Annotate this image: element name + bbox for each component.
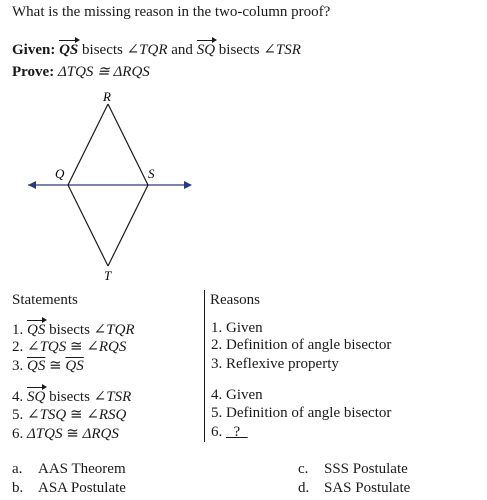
statement-2-number: 2. xyxy=(12,339,27,355)
question-text: What is the missing reason in the two-column proof? xyxy=(12,4,331,20)
statement-1-part-1: QS xyxy=(27,322,46,338)
prove-label: Prove: xyxy=(12,64,55,80)
vertex-label-q: Q xyxy=(55,166,65,181)
column-divider xyxy=(204,290,205,442)
choice-d-letter: d. xyxy=(298,480,310,496)
statement-4-part-2: bisects xyxy=(45,389,94,405)
choice-b[interactable] xyxy=(12,480,126,497)
statement-1-part-3: ∠TQR xyxy=(93,322,135,338)
given-text-2: and xyxy=(167,42,197,58)
prove-statement: ΔTQS ≅ ΔRQS xyxy=(57,64,150,80)
segment-rs xyxy=(108,104,148,185)
statement-1-number: 1. xyxy=(12,322,27,338)
reason-6-number: 6. xyxy=(211,424,226,440)
statement-2-part-3: ∠RQS xyxy=(86,339,127,355)
reason-3: 3. Reflexive property xyxy=(211,356,339,372)
statement-6-part-3: ΔRQS xyxy=(82,426,119,442)
choice-b-text: ASA Postulate xyxy=(38,480,126,496)
reason-2: 2. Definition of angle bisector xyxy=(211,337,392,353)
statement-3 xyxy=(12,356,84,375)
given-angle-tqr: ∠TQR xyxy=(126,42,168,58)
left-arrow-icon xyxy=(28,181,36,189)
statement-3-part-2: ≅ xyxy=(45,358,66,374)
choice-a-letter: a. xyxy=(12,461,23,477)
reason-5: 5. Definition of angle bisector xyxy=(211,405,392,421)
statement-5-part-1: ∠TSQ xyxy=(27,407,67,423)
given-angle-tsr: ∠TSR xyxy=(263,42,301,58)
statement-6-part-2: ≅ xyxy=(62,426,83,442)
statement-4-part-3: ∠TSR xyxy=(93,389,132,405)
given-ray-qs: QS xyxy=(59,42,79,58)
vertex-label-r: R xyxy=(103,89,111,104)
statements-header: Statements xyxy=(12,292,78,308)
segment-rq xyxy=(68,104,108,185)
statement-6-number: 6. xyxy=(12,426,27,442)
statement-5 xyxy=(12,405,126,424)
reasons-header: Reasons xyxy=(210,292,260,308)
given-text-3: bisects xyxy=(215,42,264,58)
statement-6 xyxy=(12,424,119,443)
given-text-1: bisects xyxy=(78,42,127,58)
segment-st xyxy=(108,185,148,266)
choice-d-text: SAS Postulate xyxy=(324,480,411,496)
statement-6-part-1: ΔTQS xyxy=(27,426,63,442)
statement-3-part-3: $\overline{QS}$ xyxy=(65,358,84,374)
statement-4 xyxy=(12,387,131,406)
reason-1: 1. Given xyxy=(211,320,263,336)
choice-c-text: SSS Postulate xyxy=(324,461,408,477)
choice-d[interactable] xyxy=(298,480,410,497)
choice-b-letter: b. xyxy=(12,480,24,496)
segment-qt xyxy=(68,185,108,266)
choice-a[interactable] xyxy=(12,461,126,478)
statement-3-part-1: $\overline{QS}$ xyxy=(27,358,46,374)
statement-3-number: 3. xyxy=(12,358,27,374)
statement-4-number: 4. xyxy=(12,389,27,405)
choice-c[interactable] xyxy=(298,461,408,478)
right-arrow-icon xyxy=(184,181,192,189)
choice-c-letter: c. xyxy=(298,461,309,477)
reason-4: 4. Given xyxy=(211,387,263,403)
statement-2-part-1: ∠TQS xyxy=(27,339,67,355)
given-ray-sq: SQ xyxy=(196,42,216,58)
statement-2 xyxy=(12,337,126,356)
given-label: Given: xyxy=(12,42,56,58)
statement-5-part-3: ∠RSQ xyxy=(86,407,127,423)
statement-5-number: 5. xyxy=(12,407,27,423)
vertex-label-t: T xyxy=(104,268,112,283)
statement-5-part-2: ≅ xyxy=(66,407,87,423)
statement-1-part-2: bisects xyxy=(45,322,94,338)
reason-6-blank: ? xyxy=(226,424,248,440)
vertex-label-s: S xyxy=(148,166,155,181)
statement-4-part-1: SQ xyxy=(27,389,46,405)
reason-6 xyxy=(211,424,248,441)
choice-a-text: AAS Theorem xyxy=(38,461,126,477)
statement-2-part-2: ≅ xyxy=(66,339,87,355)
